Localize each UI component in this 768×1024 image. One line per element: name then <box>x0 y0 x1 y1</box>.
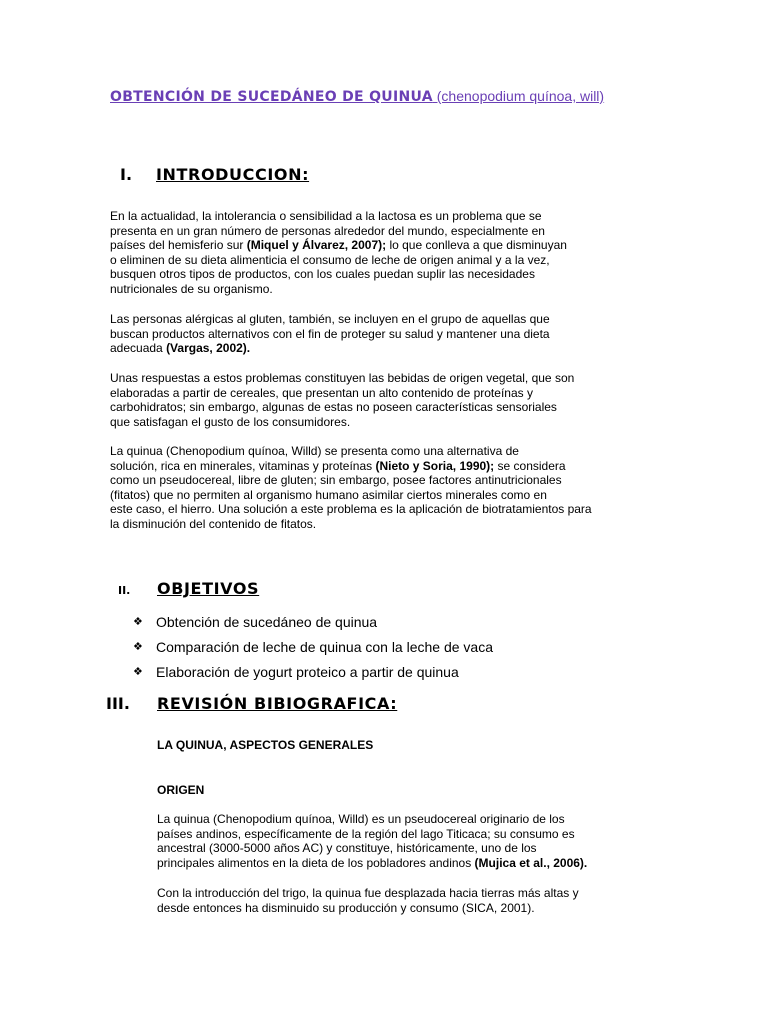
text-line: (fitatos) que no permiten al organismo humano asimilar ciertos minerales como en <box>110 487 547 502</box>
text-line: desde entonces ha disminuido su producción y consumo (SICA, 2001). <box>157 900 535 915</box>
citation: (Nieto y Soria, 1990); <box>375 458 495 473</box>
text-line: la disminución del contenido de fitatos. <box>110 516 317 531</box>
text-line: La quinua (Chenopodium quínoa, Willd) es un pseudocereal originario de los <box>157 812 565 826</box>
text-line: países del hemisferio sur (Miquel y Álvarez, 2007); lo que conlleva a que disminuyan <box>110 238 567 253</box>
intro-paragraph-4 <box>110 444 592 532</box>
title-main: OBTENCIÓN DE SUCEDÁNEO DE QUINUA <box>110 89 433 105</box>
text-line: nutricionales de su organismo. <box>110 281 273 296</box>
section-number: III. <box>106 694 130 713</box>
subheading-origen: ORIGEN <box>157 783 205 797</box>
text-line: busquen otros tipos de productos, con los cuales puedan suplir las necesidades <box>110 267 535 282</box>
text-line: buscan productos alternativos con el fin de proteger su salud y mantener una dieta <box>110 326 550 341</box>
section-number: II. <box>118 584 131 597</box>
text-line: En la actualidad, la intolerancia o sensibilidad a la lactosa es un problema que se <box>110 209 542 223</box>
citation: (Mujica et al., 2006). <box>474 855 588 870</box>
text-line: La quinua (Chenopodium quínoa, Willd) se presenta como una alternativa de <box>110 444 519 458</box>
text-line: Con la introducción del trigo, la quinua fue desplazada hacia tierras más altas y <box>157 886 579 900</box>
origen-paragraph-1 <box>157 812 587 870</box>
citation: (Miquel y Álvarez, 2007); <box>246 238 387 253</box>
text-line: como un pseudocereal, libre de gluten; sin embargo, posee factores antinutricionales <box>110 473 562 488</box>
intro-paragraph-3 <box>110 371 574 429</box>
intro-paragraph-1 <box>110 209 567 297</box>
text-line: Las personas alérgicas al gluten, también, se incluyen en el grupo de aquellas que <box>110 312 550 326</box>
title-scientific-name: (chenopodium quínoa, will) <box>432 88 605 104</box>
diamond-bullet-icon: ❖ <box>133 665 143 678</box>
text-line: adecuada (Vargas, 2002). <box>110 341 251 356</box>
list-item-text: Comparación de leche de quinua con la leche de vaca <box>156 639 494 655</box>
origen-paragraph-2 <box>157 886 579 915</box>
section-heading: INTRODUCCION: <box>156 165 310 184</box>
section-heading: OBJETIVOS <box>157 579 260 598</box>
text-line: elaboradas a partir de cereales, que presentan un alto contenido de proteínas y <box>110 385 533 400</box>
text-line: ancestral (3000-5000 años AC) y constituye, históricamente, uno de los <box>157 841 537 856</box>
citation: (Vargas, 2002). <box>166 341 251 356</box>
diamond-bullet-icon: ❖ <box>133 615 143 628</box>
text-line: este caso, el hierro. Una solución a este problema es la aplicación de biotratamientos para <box>110 502 592 517</box>
intro-paragraph-2 <box>110 312 550 356</box>
list-item-text: Obtención de sucedáneo de quinua <box>156 614 378 630</box>
text-line: presenta en un gran número de personas alrededor del mundo, especialmente en <box>110 223 545 238</box>
text-line: o eliminen de su dieta alimenticia el consumo de leche de origen animal y a la vez, <box>110 252 550 267</box>
diamond-bullet-icon: ❖ <box>133 640 143 653</box>
text-line: carbohidratos; sin embargo, algunas de estas no poseen características sensoriales <box>110 400 557 415</box>
text-line: Unas respuestas a estos problemas constituyen las bebidas de origen vegetal, que son <box>110 371 575 385</box>
section-heading: REVISIÓN BIBIOGRAFICA: <box>157 694 398 713</box>
text-line: que satisfagan el gusto de los consumidores. <box>110 414 351 429</box>
text-line: solución, rica en minerales, vitaminas y proteínas (Nieto y Soria, 1990); se considera <box>110 458 566 473</box>
text-line: países andinos, específicamente de la región del lago Titicaca; su consumo es <box>157 826 575 841</box>
text-line: principales alimentos en la dieta de los pobladores andinos (Mujica et al., 2006). <box>157 855 588 870</box>
section-number: I. <box>120 165 133 184</box>
list-item-text: Elaboración de yogurt proteico a partir de quinua <box>156 664 459 680</box>
document-title <box>110 88 604 105</box>
subheading-aspectos-generales: LA QUINUA, ASPECTOS GENERALES <box>157 738 374 752</box>
